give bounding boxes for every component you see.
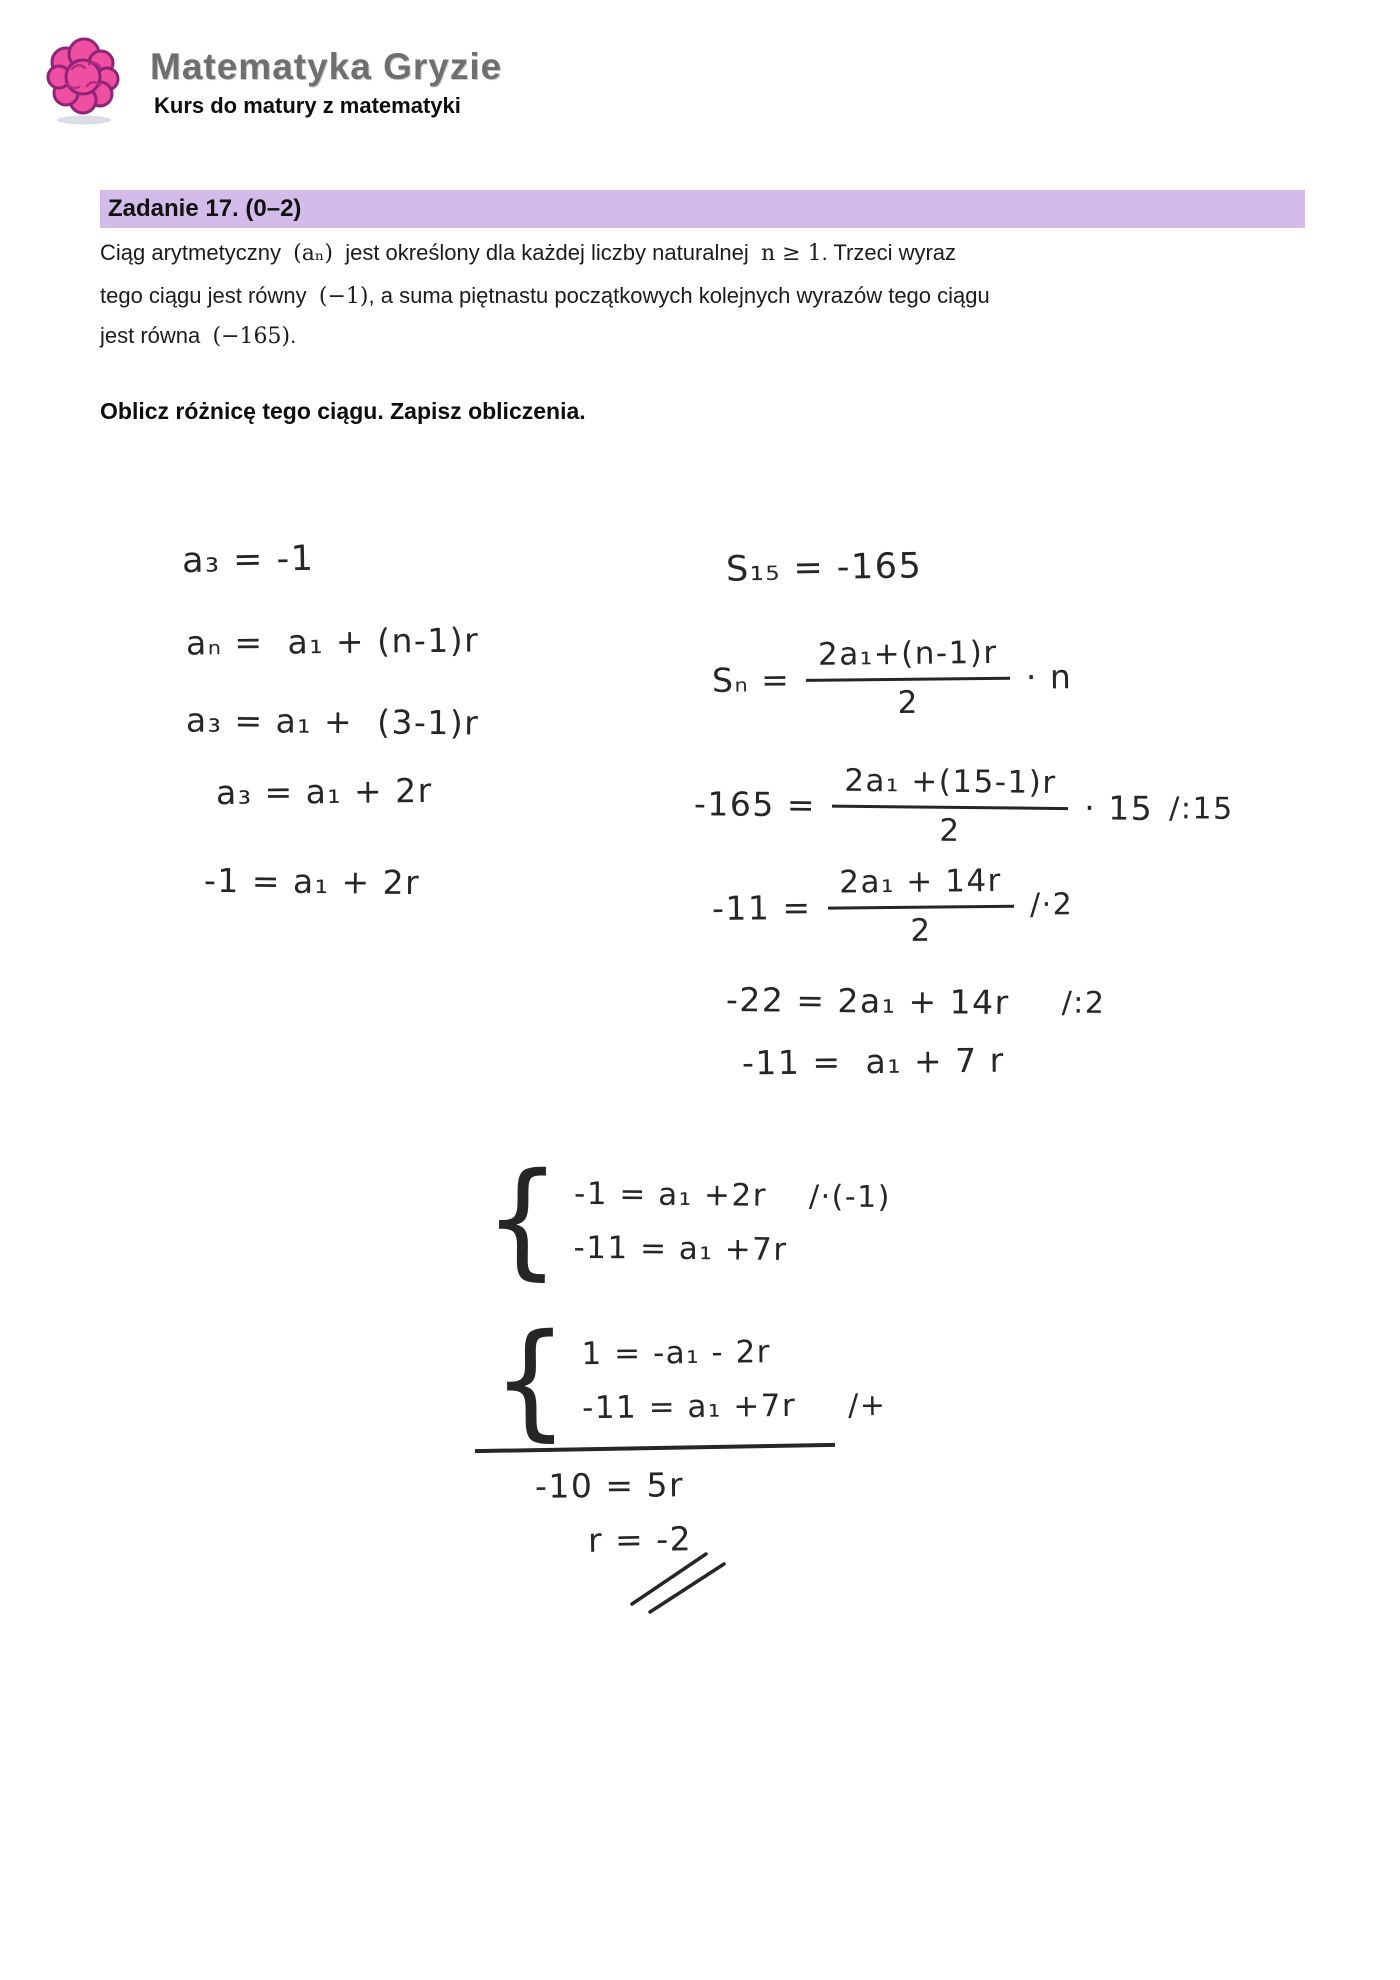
task-label: Zadanie 17. (0–2) [108,195,302,222]
hw-eq-sum-formula [712,634,1073,723]
problem-line-3 [100,323,296,349]
hw-system-row [573,1230,890,1269]
math-n-geq-1: n ≥ 1 [760,241,822,266]
hw-eq-sum-substituted [694,761,1235,852]
hw-eq-divided-by-15 [712,862,1074,951]
hw-equation-text: 1 = -a₁ - 2r [581,1334,772,1373]
hw-system-2 [491,1307,887,1455]
hw-system-row [574,1176,891,1215]
hw-eq-a3-simplified: a₃ = a₁ + 2r [215,770,433,813]
brace-icon: { [483,1146,563,1294]
hw-suffix: · 15 [1084,788,1154,828]
double-underline-icon [624,1542,734,1614]
hw-denominator: 2 [897,684,920,721]
problem-text: . Trzeci wyraz [821,240,957,265]
hw-eq-a3-value: a₃ = -1 [181,538,315,582]
hw-side-operation: /·(-1) [808,1178,892,1215]
hw-side-operation: /·2 [1029,887,1074,923]
math-an: (aₙ) [293,241,333,266]
hw-eq-times-2 [726,980,1106,1023]
hw-result-5r: -10 = 5r [534,1465,685,1506]
hw-fraction [806,635,1011,722]
hw-numerator: 2a₁+(n-1)r [806,635,1010,682]
hw-final-answer: r = -2 [587,1519,693,1560]
hw-equation-text: -1 = a₁ +2r [573,1175,768,1214]
hw-numerator: 2a₁ + 14r [827,863,1014,910]
hw-fraction [832,763,1069,850]
problem-text: Ciąg arytmetyczny [100,240,294,265]
hw-denominator: 2 [910,912,932,949]
task-header-bar [100,190,1305,228]
hw-equation-text: -11 = a₁ +7r [573,1229,788,1269]
hw-numerator: 2a₁ +(15-1)r [832,763,1069,810]
hw-side-operation: /:2 [1061,985,1106,1021]
problem-line-1 [100,240,956,266]
math-minus-165: (−165) [212,324,291,349]
hw-system-rows [581,1333,886,1426]
hw-fraction [827,863,1014,950]
hw-eq-first-equation: -1 = a₁ + 2r [203,860,421,903]
brain-icon [40,34,126,126]
hw-eq-second-equation: -11 = a₁ + 7 r [741,1040,1005,1083]
hw-equation-text: -11 = a₁ +7r [581,1387,797,1427]
problem-text: . [290,323,297,348]
brace-icon: { [491,1307,571,1455]
hw-system-row [581,1333,886,1372]
hw-denominator: 2 [939,812,961,849]
hw-lhs: -165 = [693,784,817,825]
hw-side-operation: /:15 [1169,791,1234,827]
brand-title: Matematyka Gryzie [150,46,503,87]
problem-text: jest równa [100,323,213,348]
hw-equation-text: -22 = 2a₁ + 14r [725,980,1010,1022]
brand-subtitle: Kurs do matury z matematyki [154,93,461,118]
instruction-text: Oblicz różnicę tego ciągu. Zapisz obliczenia. [100,398,586,424]
hw-side-operation: /+ [847,1387,887,1423]
brand-logo [40,34,126,131]
problem-text: tego ciągu jest równy [100,283,319,308]
problem-line-2 [100,283,990,309]
hw-system-1 [483,1146,892,1294]
hw-suffix: · n [1025,657,1073,697]
problem-text: , a suma piętnastu początkowych kolejnych wyrazów tego ciągu [368,283,990,308]
hw-eq-general-term: aₙ = a₁ + (n-1)r [185,620,480,663]
hw-eq-s15-value: S₁₅ = -165 [725,546,923,590]
problem-text: jest określony dla każdej liczby naturalnej [332,240,761,265]
hw-system-row [582,1387,887,1426]
hw-system-rows [573,1176,891,1269]
hw-lhs: Sₙ = [711,660,791,700]
math-minus-1: (−1) [318,284,369,309]
hw-lhs: -11 = [711,887,812,928]
hw-eq-a3-expanded: a₃ = a₁ + (3-1)r [185,700,480,743]
